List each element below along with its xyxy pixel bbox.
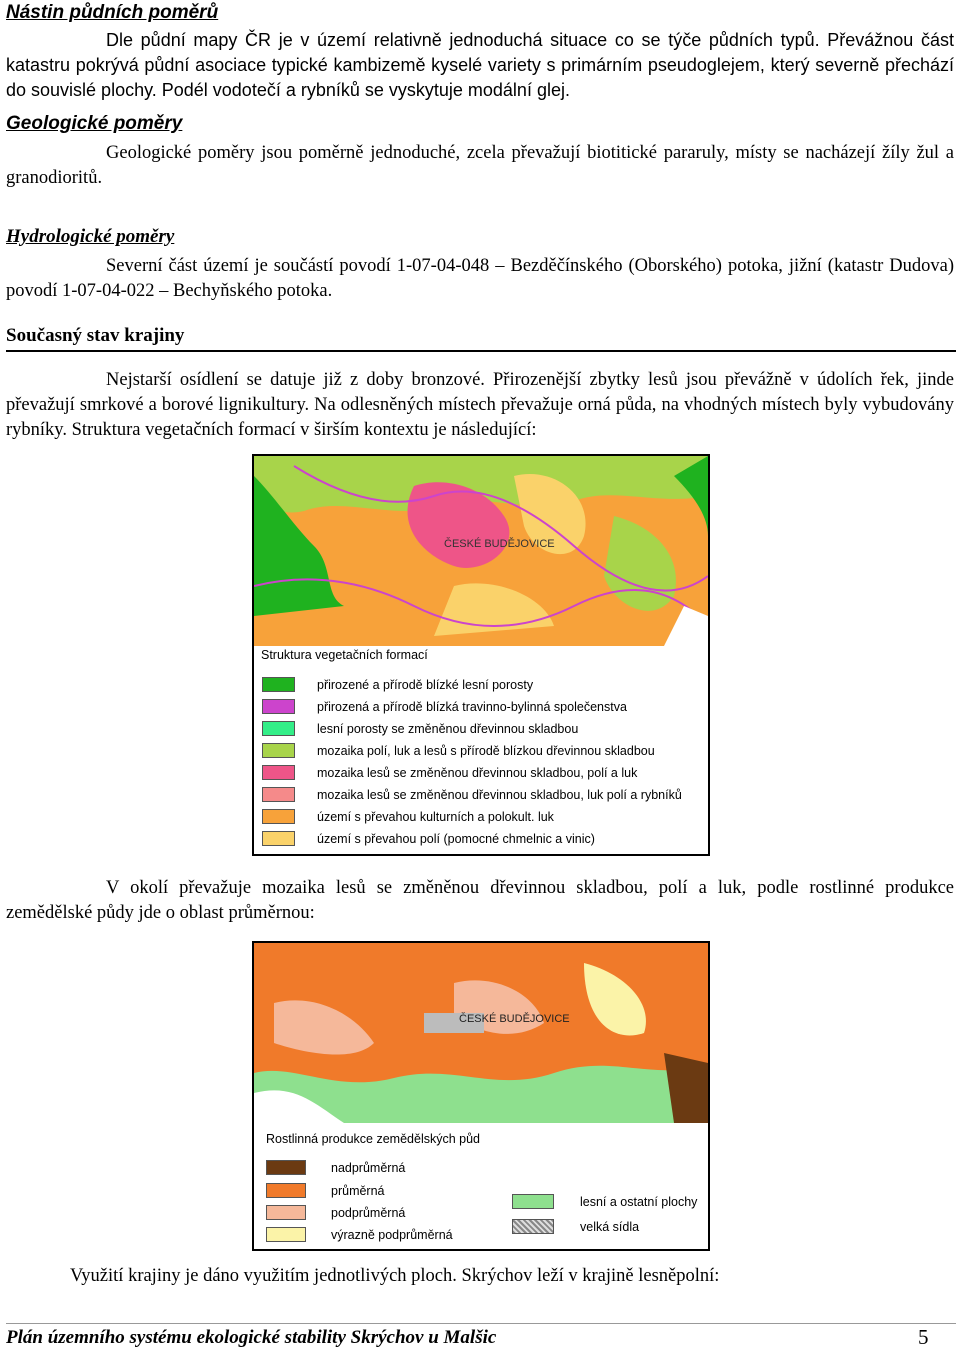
legend-swatch <box>262 743 295 758</box>
production-map-image <box>254 943 708 1123</box>
map1-legend-item: přirozená a přírodě blízká travinno-bylinná společenstva <box>262 699 627 714</box>
map1-legend-title: Struktura vegetačních formací <box>261 648 428 662</box>
map1-legend-item: území s převahou kulturních a polokult. luk <box>262 809 554 824</box>
map1-legend-item: území s převahou polí (pomocné chmelnic a vinic) <box>262 831 595 846</box>
map2-legend-item: průměrná <box>266 1183 385 1198</box>
legend-swatch <box>262 787 295 802</box>
heading-rule <box>6 350 956 352</box>
vicinity-paragraph: V okolí převažuje mozaika lesů se změněnou dřevinnou skladbou, polí a luk, podle rostlinné produkce zemědělské půdy jde o oblast průměrnou: <box>6 878 954 923</box>
legend-swatch <box>512 1194 554 1209</box>
footer-title: Plán územního systému ekologické stability Skrýchov u Malšic <box>6 1327 497 1348</box>
map2-legend-item: podprůměrná <box>266 1205 405 1220</box>
vegetation-map <box>252 454 710 856</box>
landscape-heading: Současný stav krajiny <box>6 325 185 346</box>
legend-swatch <box>266 1205 306 1220</box>
production-map <box>252 941 710 1251</box>
map2-city-label: ČESKÉ BUDĚJOVICE <box>459 1013 570 1025</box>
map1-legend-item: mozaika lesů se změněnou dřevinnou skladbou, polí a luk <box>262 765 637 780</box>
legend-swatch <box>512 1219 554 1234</box>
legend-swatch <box>262 699 295 714</box>
map1-city-label: ČESKÉ BUDĚJOVICE <box>444 538 555 550</box>
legend-swatch <box>266 1160 306 1175</box>
map1-legend-item: mozaika polí, luk a lesů s přírodě blízkou dřevinnou skladbou <box>262 743 655 758</box>
usage-paragraph: Využití krajiny je dáno využitím jednotlivých ploch. Skrýchov leží v krajině lesněpolní: <box>70 1266 720 1286</box>
map1-legend-item: lesní porosty se změněnou dřevinnou skladbou <box>262 721 578 736</box>
map1-legend-item: mozaika lesů se změněnou dřevinnou skladbou, luk polí a rybníků <box>262 787 682 802</box>
map2-legend-item: výrazně podprůměrná <box>266 1227 453 1242</box>
map2-legend-item: lesní a ostatní plochy <box>512 1194 697 1209</box>
geology-heading: Geologické poměry <box>6 113 183 134</box>
legend-swatch <box>266 1183 306 1198</box>
legend-swatch <box>262 721 295 736</box>
vegetation-map-image <box>254 456 708 646</box>
legend-swatch <box>266 1227 306 1242</box>
soil-heading: Nástin půdních poměrů <box>6 2 219 23</box>
legend-swatch <box>262 831 295 846</box>
map2-legend-item: velká sídla <box>512 1219 639 1234</box>
page-number: 5 <box>918 1325 929 1349</box>
soil-paragraph: Dle půdní mapy ČR je v území relativně jednoduchá situace co se týče půdních typů. Převážnou část katastru pokrývá půdní asociace typické kambizemě kyselé variety s primárním pseudoglejem, který severně přechází do souvislé plochy. Podél vodotečí a rybníků se vyskytuje modální glej. <box>6 30 954 100</box>
hydrology-paragraph: Severní část území je součástí povodí 1-07-04-048 – Bezděčínského (Oborského) potoka, jižní (katastr Dudova) povodí 1-07-04-022 – Bechyňského potoka. <box>6 256 954 301</box>
legend-swatch <box>262 765 295 780</box>
map2-legend-title: Rostlinná produkce zemědělských půd <box>266 1132 481 1146</box>
geology-paragraph: Geologické poměry jsou poměrně jednoduché, zcela převažují biotitické pararuly, místy se nacházejí žíly žul a granodioritů. <box>6 143 954 188</box>
legend-swatch <box>262 809 295 824</box>
map2-legend-item: nadprůměrná <box>266 1160 405 1175</box>
footer-rule <box>6 1323 956 1324</box>
landscape-paragraph: Nejstarší osídlení se datuje již z doby bronzové. Přirozenější zbytky lesů jsou převážně v údolích řek, jinde převažují smrkové a borové lignikultury. Na odlesněných místech převažuje orná půda, na vhodných místech byly vybudovány rybníky. Struktura vegetačních formací v širším kontextu je následující: <box>6 370 954 440</box>
legend-swatch <box>262 677 295 692</box>
hydrology-heading: Hydrologické poměry <box>6 226 175 247</box>
map1-legend-item: přirozené a přírodě blízké lesní porosty <box>262 677 533 692</box>
